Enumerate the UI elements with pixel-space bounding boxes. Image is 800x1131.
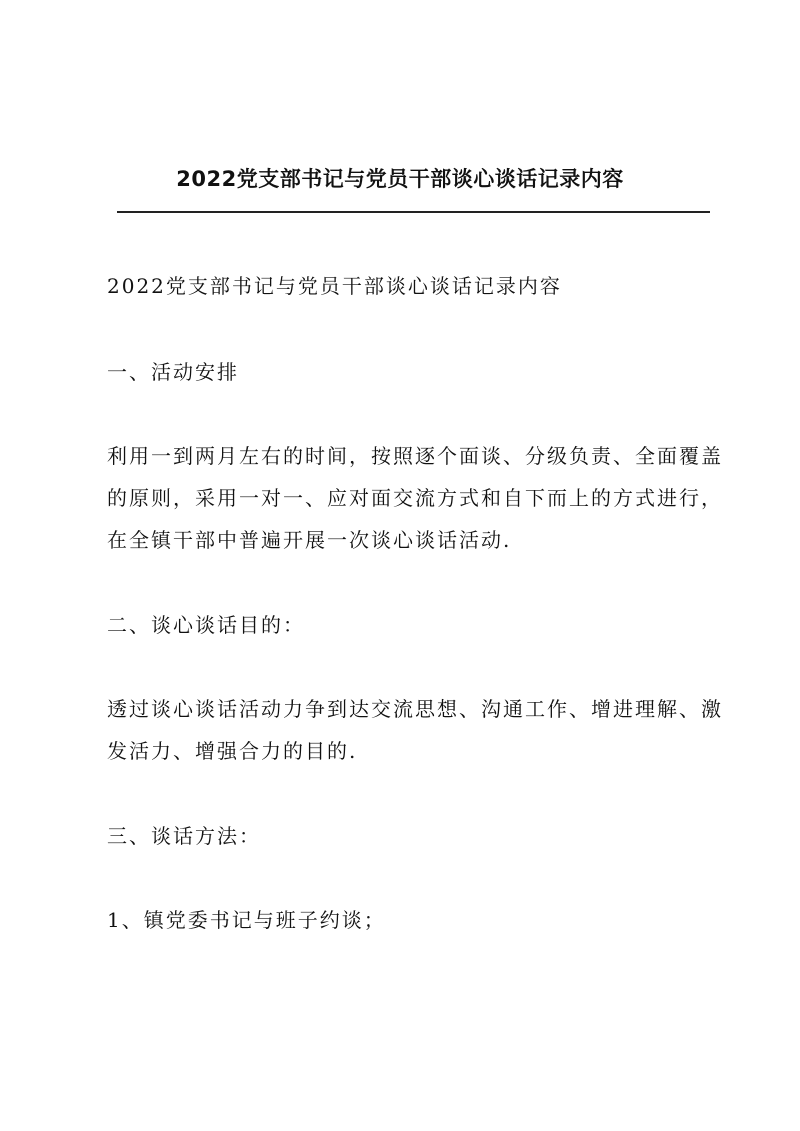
document-title: 2022党支部书记与党员干部谈心谈话记录内容: [176, 167, 624, 191]
section2-line-2: 发活力、增强合力的目的.: [107, 739, 358, 763]
section2-line-1: 透过谈心谈话活动力争到达交流思想、沟通工作、增进理解、激: [107, 697, 723, 721]
section1-line-1: 利用一到两月左右的时间，按照逐个面谈、分级负责、全面覆盖: [107, 444, 723, 468]
section1-heading: 一、活动安排: [107, 360, 239, 384]
section2-paragraph: [107, 688, 723, 772]
section1-paragraph: [107, 435, 723, 561]
section1-line-3: 在全镇干部中普遍开展一次谈心谈话活动.: [107, 528, 512, 552]
section2-heading: 二、谈心谈话目的：: [107, 613, 305, 637]
section3-heading: 三、谈话方法：: [107, 824, 261, 848]
title-divider: [117, 211, 710, 213]
section3-item-1: 1、镇党委书记与班子约谈；: [107, 908, 386, 932]
heading-repeat: 2022党支部书记与党员干部谈心谈话记录内容: [107, 274, 562, 298]
section1-line-2: 的原则，采用一对一、应对面交流方式和自下而上的方式进行，: [107, 486, 723, 510]
